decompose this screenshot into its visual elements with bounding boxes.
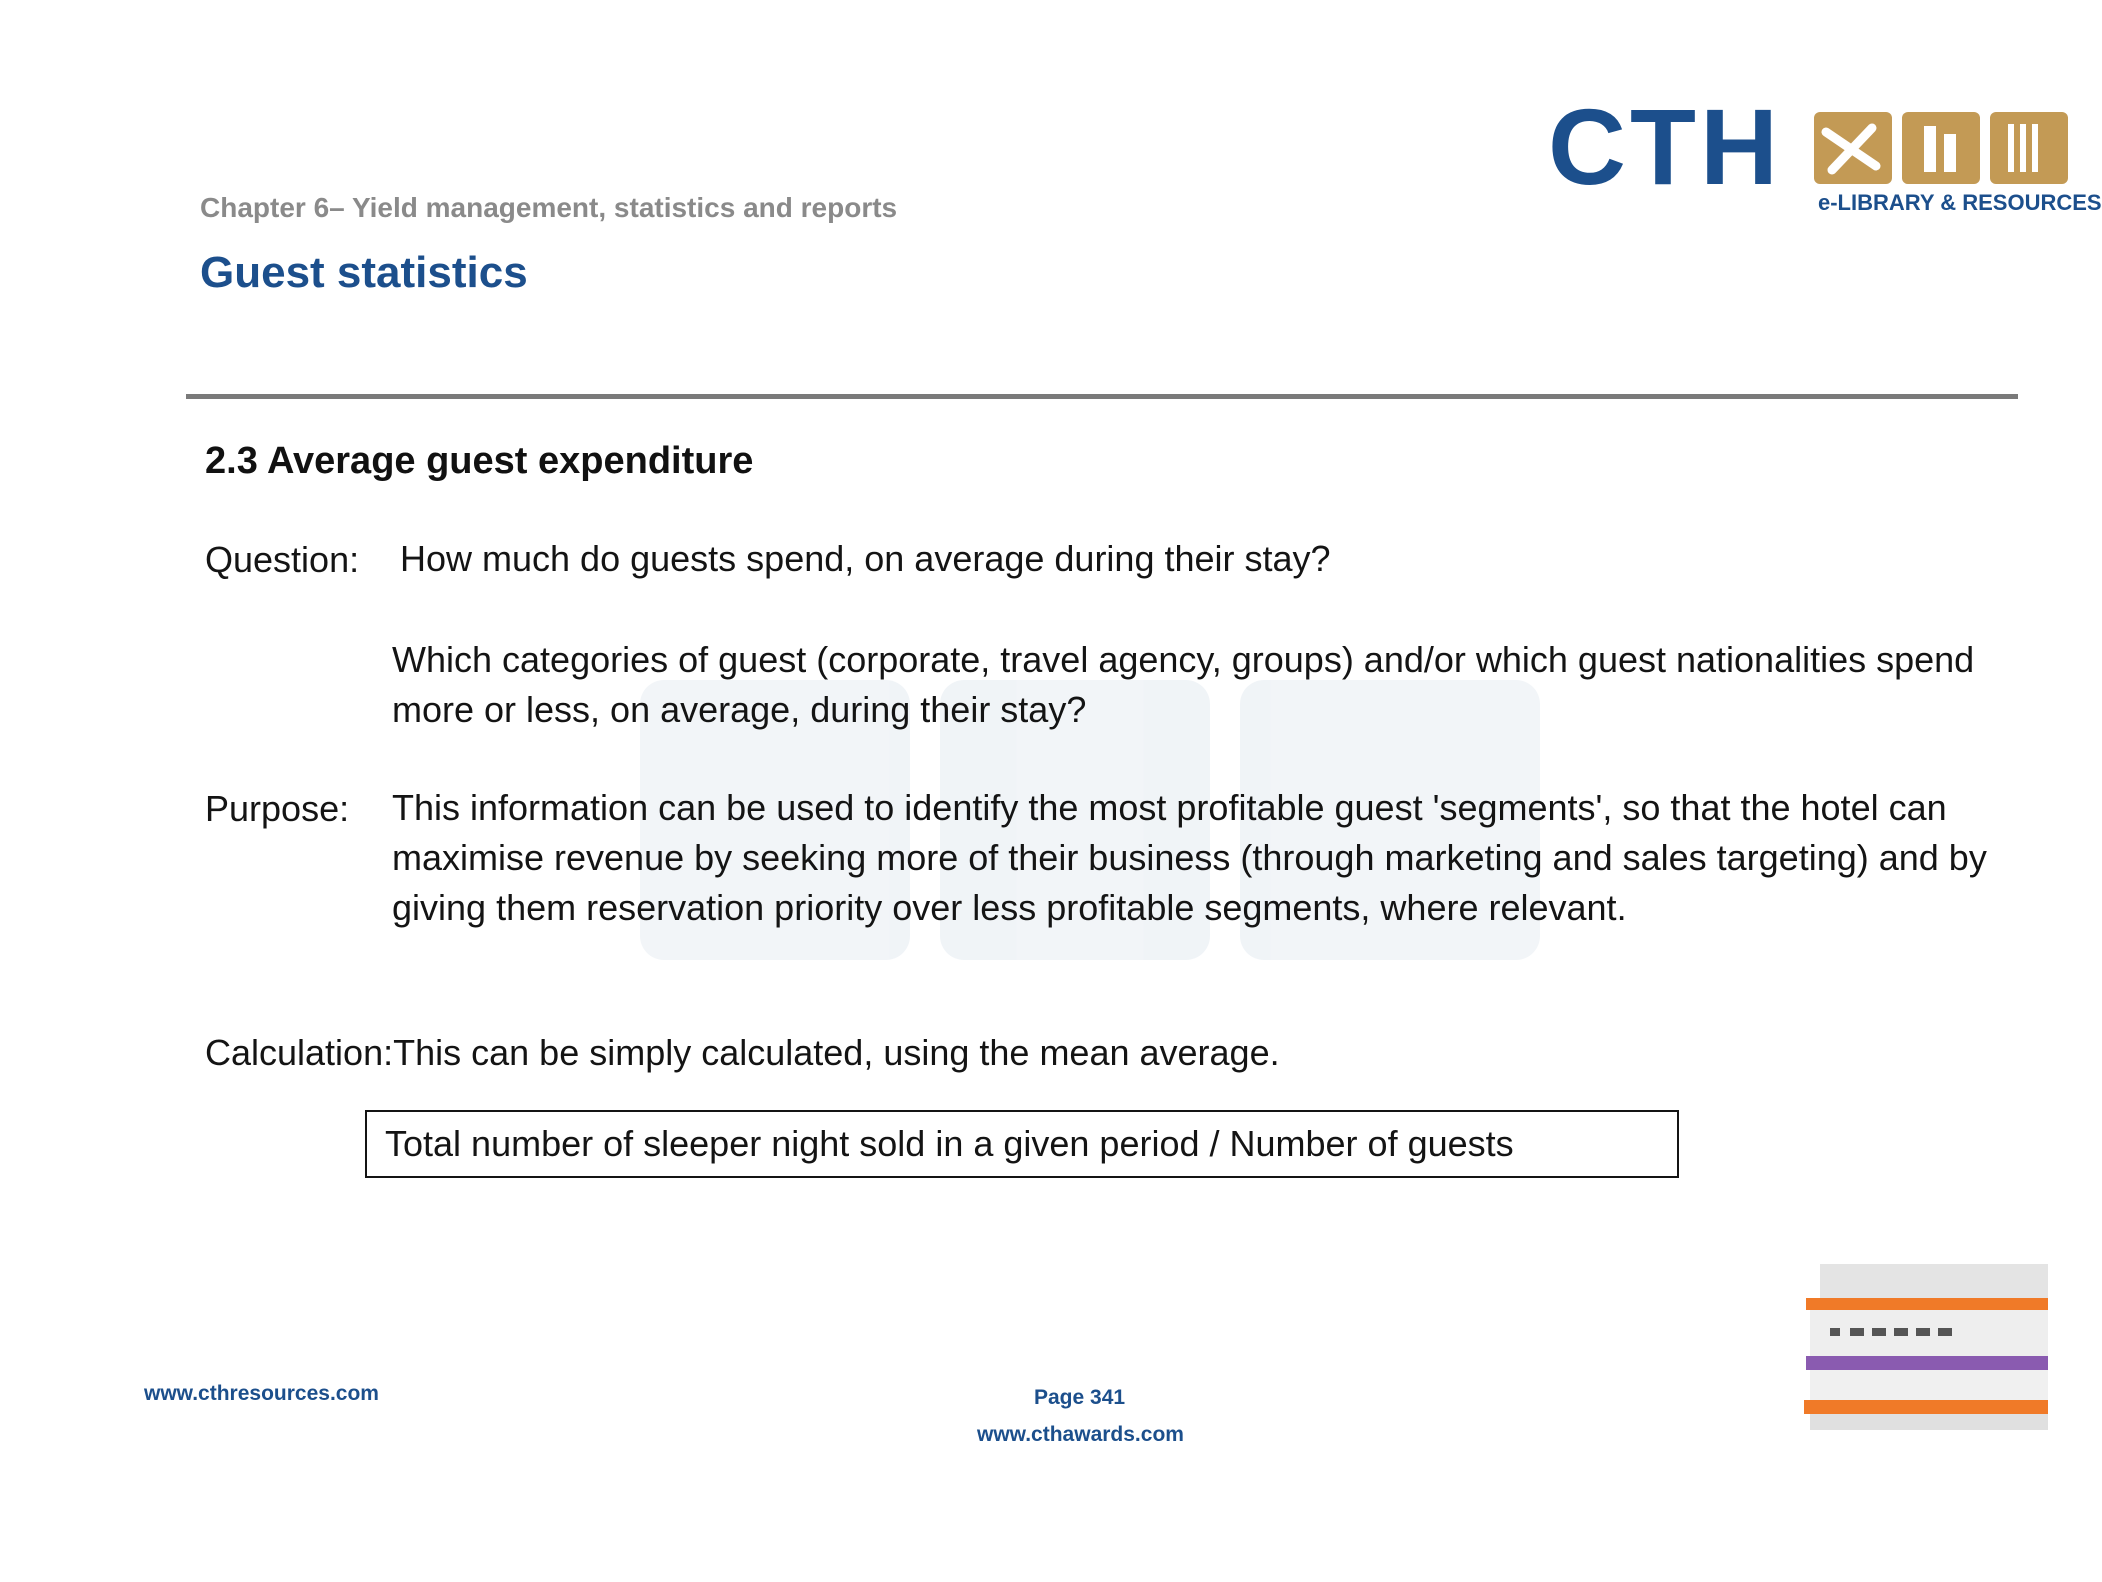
book-stack-icon — [1800, 1262, 2048, 1432]
question-followup: Which categories of guest (corporate, travel agency, groups) and/or which guest nationalities spend more or less, on average, during their stay? — [392, 639, 1975, 730]
footer-left-link[interactable]: www.cthresources.com — [144, 1382, 379, 1405]
footer-center-link[interactable]: www.cthawards.com — [977, 1423, 1184, 1446]
purpose-text: This information can be used to identify the most profitable guest 'segments', so that the hotel can maximise revenue by seeking more of their business (through marketing and sales targeting) and by giving them reservation priority over less profitable segments, where relevant. — [392, 787, 1987, 928]
calculation-text: This can be simply calculated, using the mean average. — [393, 1032, 1280, 1073]
section-heading: 2.3 Average guest expenditure — [205, 440, 754, 482]
question-text: How much do guests spend, on average during their stay? — [400, 538, 1331, 579]
fork-icon — [1990, 112, 2068, 184]
logo-subtitle: e-LIBRARY & RESOURCES — [1818, 190, 2102, 215]
chapter-title: Chapter 6– Yield management, statistics and reports — [200, 192, 898, 223]
calculation-label: Calculation: — [205, 1032, 394, 1073]
calculation-row — [205, 1032, 1280, 1074]
cth-logo — [1548, 86, 2102, 222]
question-label: Question: — [205, 539, 360, 580]
formula-box: Total number of sleeper night sold in a given period / Number of guests — [365, 1110, 1679, 1178]
building-icon — [1902, 112, 1980, 184]
header-divider — [186, 394, 2018, 399]
purpose-label: Purpose: — [205, 788, 350, 829]
logo-text: CTH — [1548, 86, 1782, 207]
airplane-icon — [1814, 112, 1892, 184]
page-title: Guest statistics — [200, 248, 528, 297]
page-number: Page 341 — [1034, 1386, 1126, 1409]
